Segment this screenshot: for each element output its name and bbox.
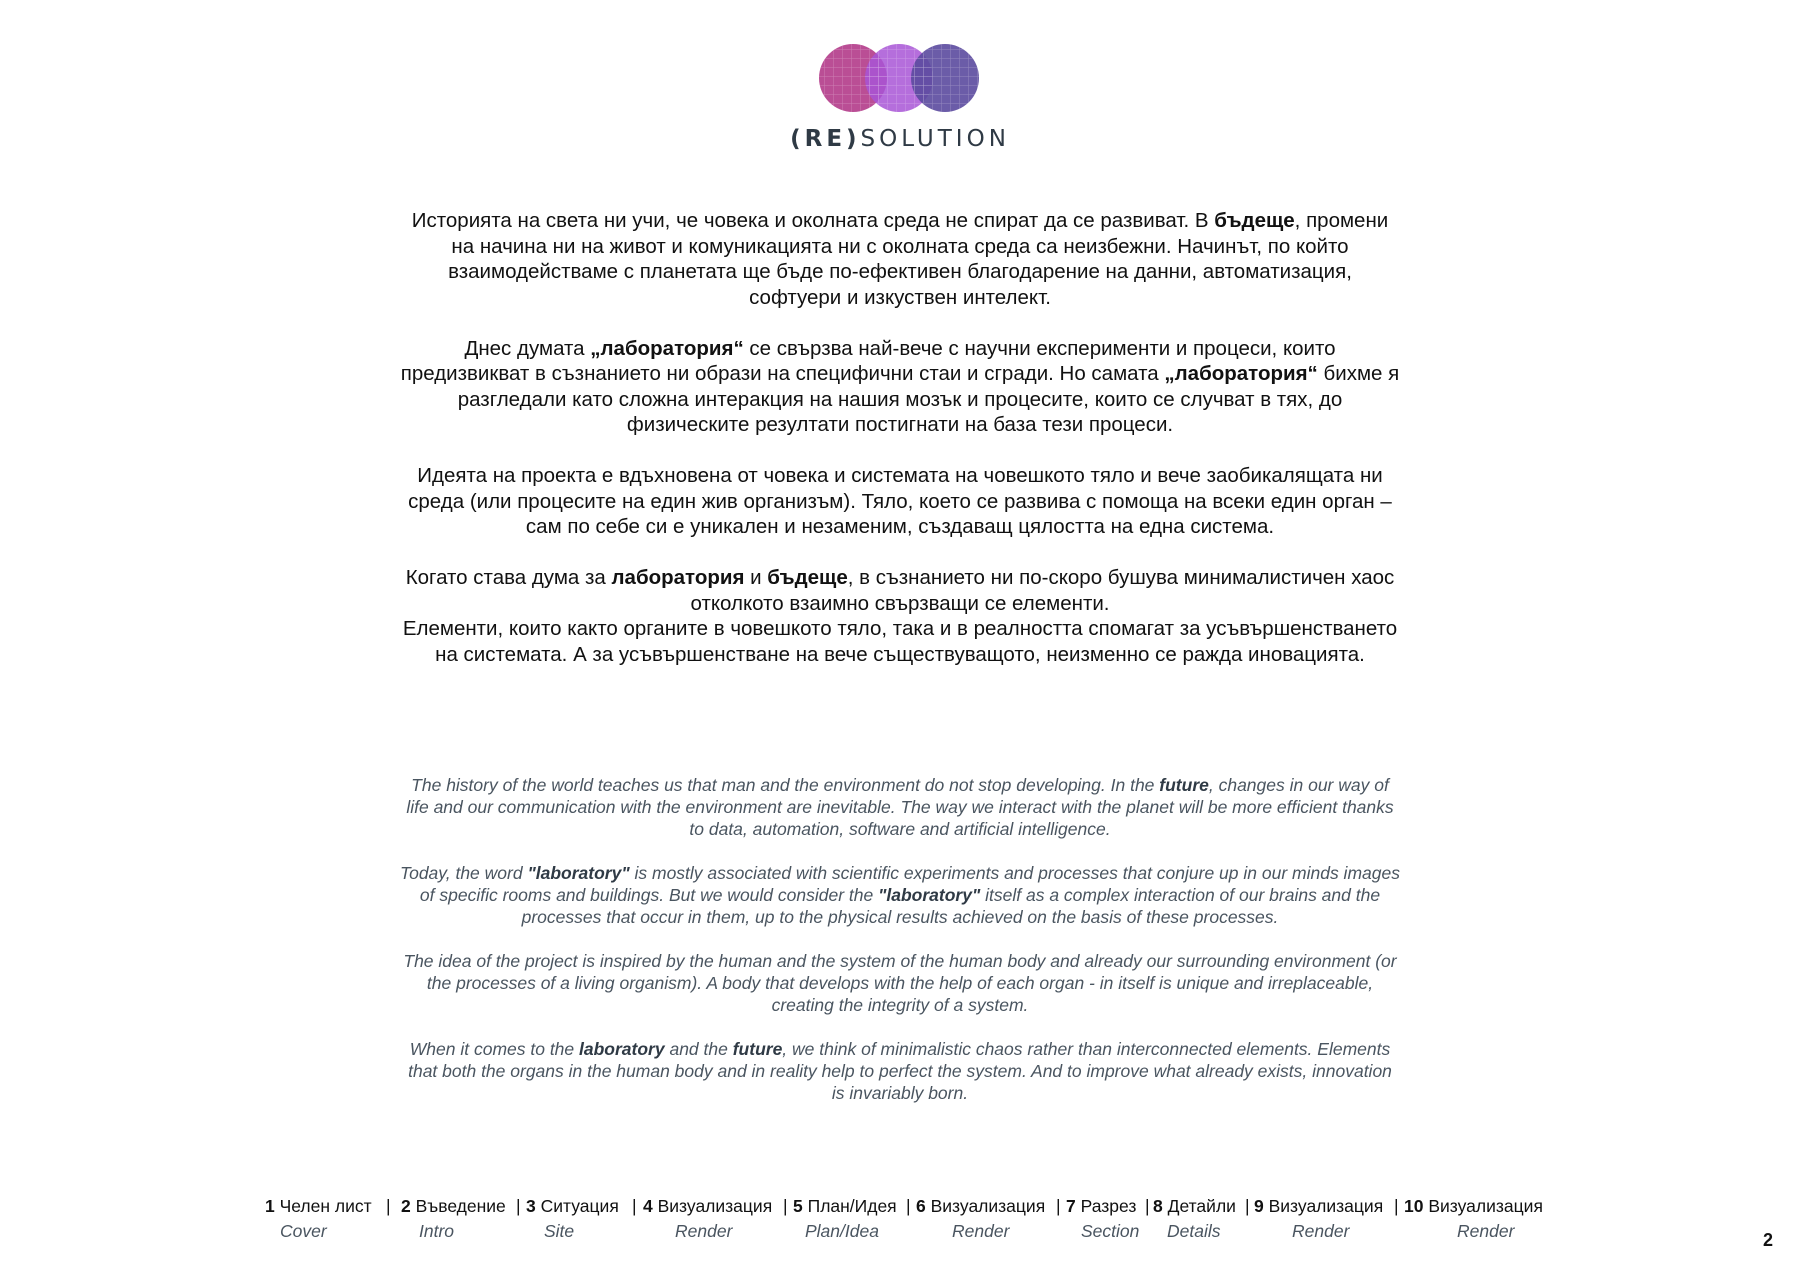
en-paragraph-3: The idea of the project is inspired by the human and the system of the human body and already our surrounding environment (or the processes of a living organism). A body that develops with the help of each organ - in itself is unique and irreplaceable, creating the integrity of a system. xyxy=(403,951,1397,1015)
logo xyxy=(0,40,1800,152)
sheet-navigation xyxy=(0,1196,1800,1256)
nav-item-details[interactable]: 8 Детайли Details xyxy=(1153,1196,1236,1241)
logo-circles-icon xyxy=(815,40,985,116)
nav-separator: | xyxy=(386,1196,391,1216)
en-paragraph-4: When it comes to the laboratory and the future, we think of minimalistic chaos rather than interconnected elements. Elements that both the organs in the human body and in reality help to perfect the system. And to improve what already exists, innovation is invariably born. xyxy=(408,1039,1392,1103)
en-paragraph-1: The history of the world teaches us that man and the environment do not stop developing. In the future, changes in our way of life and our communication with the environment are inevitable. The way we interact with the planet will be more efficient thanks to data, automation, software and artificial intelligence. xyxy=(406,775,1394,839)
nav-item-render-4[interactable]: 10 Визуализация Render xyxy=(1404,1196,1543,1241)
nav-item-render-2[interactable]: 6 Визуализация Render xyxy=(916,1196,1046,1241)
nav-item-site[interactable]: 3 Ситуация Site xyxy=(526,1196,619,1241)
nav-item-section[interactable]: 7 Разрез Section xyxy=(1066,1196,1140,1241)
bg-paragraph-3: Идеята на проекта е вдъхновена от човека и системата на човешкото тяло и вече заобикалящата ни среда (или процесите на един жив организъм). Тяло, което се развива с помоща на всеки един орган – сам по себе си е уникален и незаменим, създаващ цялостта на една система. xyxy=(408,464,1392,538)
page-number: 2 xyxy=(1763,1230,1774,1250)
nav-separator: | xyxy=(1245,1196,1250,1216)
bg-paragraph-1: Историята на света ни учи, че човека и околната среда не спират да се развиват. В бъдеще, промени на начина ни на живот и комуникацията ни с околната среда са неизбежни. Начинът, по който взаимодействаме с планетата ще бъде по-ефективен благодарение на данни, автоматизация, софтуери и изкуствен интелект. xyxy=(411,209,1389,309)
nav-separator: | xyxy=(632,1196,637,1216)
nav-item-render-1[interactable]: 4 Визуализация Render xyxy=(643,1196,773,1241)
nav-separator: | xyxy=(1056,1196,1061,1216)
nav-separator: | xyxy=(516,1196,521,1216)
english-text xyxy=(400,774,1400,1126)
nav-separator: | xyxy=(1145,1196,1150,1216)
bulgarian-text xyxy=(400,208,1400,693)
nav-item-plan[interactable]: 5 План/Идея Plan/Idea xyxy=(793,1196,897,1241)
logo-wordmark: (RE)SOLUTION xyxy=(790,126,1010,152)
nav-separator: | xyxy=(1394,1196,1399,1216)
en-paragraph-2: Today, the word "laboratory" is mostly associated with scientific experiments and processes that conjure up in our minds images of specific rooms and buildings. But we would consider the "laboratory" itself as a complex interaction of our brains and the processes that occur in them, up to the physical results achieved on the basis of these processes. xyxy=(400,863,1400,927)
nav-item-intro[interactable]: 2 Въведение Intro xyxy=(401,1196,506,1241)
nav-item-cover[interactable]: 1 Челен лист Cover xyxy=(265,1196,372,1241)
nav-item-render-3[interactable]: 9 Визуализация Render xyxy=(1254,1196,1384,1241)
bg-paragraph-2: Днес думата „лаборатория“ се свързва най-вече с научни експерименти и процеси, които предизвикват в съзнанието ни образи на специфични стаи и сгради. Но самата „лаборатория“ бихме я разгледали като сложна интеракция на нашия мозък и процесите, които се случват в тях, до физическите резултати постигнати на база тези процеси. xyxy=(400,336,1400,436)
nav-separator: | xyxy=(906,1196,911,1216)
nav-separator: | xyxy=(783,1196,788,1216)
bg-paragraph-4: Когато става дума за лаборатория и бъдеще, в съзнанието ни по-скоро бушува минималистичен хаос отколкото взаимно свързващи се елементи. Елементи, които както органите в човешкото тяло, така и в реалността спомагат за усъвършенстването на системата. А за усъвършенстване на вече съществуващото, неизменно се ражда иновацията. xyxy=(402,566,1398,666)
